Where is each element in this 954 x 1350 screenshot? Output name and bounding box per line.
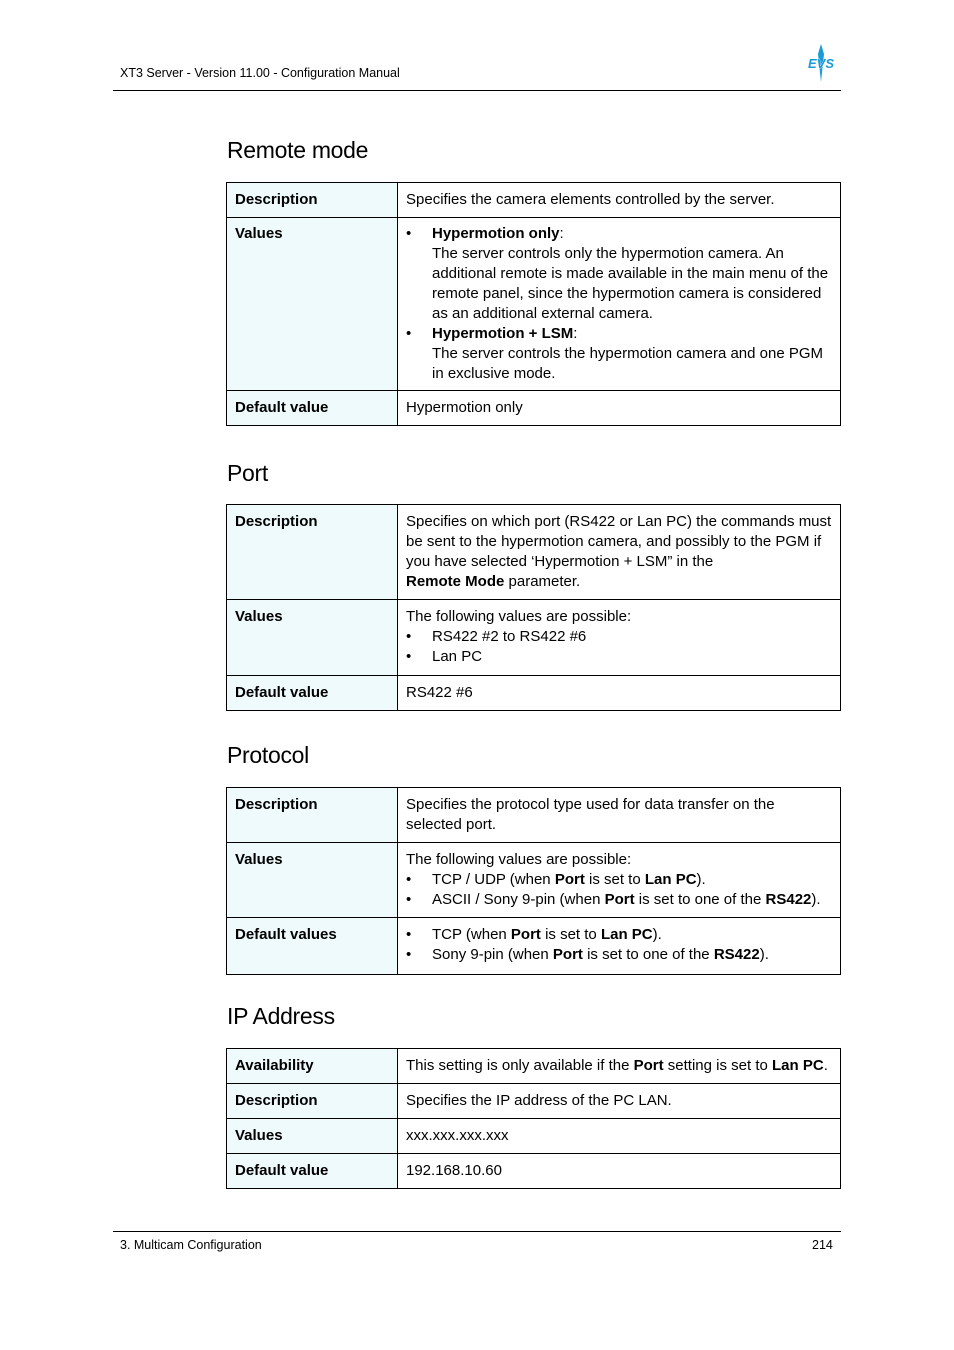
row-value: The following values are possible: • TCP / UDP (when Port is set to Lan PC). • ASCII / Sony 9-pin (when Port is set to one of the RS422). [398,843,841,918]
table-row [227,183,841,218]
table-row [227,1119,841,1154]
table-row [227,1049,841,1084]
list-item: • Hypermotion only: The server controls only the hypermotion camera. An additional remote is made available in the main menu of the remote panel, since the hypermotion camera is considered as an additional external camera. [406,224,832,324]
table-row [227,600,841,676]
header-divider [113,90,841,91]
table-row [227,218,841,391]
list-item: • Lan PC [406,647,832,667]
table-row [227,918,841,975]
row-value: Specifies the protocol type used for data transfer on the selected port. [398,788,841,843]
table-row [227,391,841,426]
list-item: • TCP (when Port is set to Lan PC). [406,925,832,945]
list-item: • TCP / UDP (when Port is set to Lan PC). [406,870,832,890]
values-list [406,627,832,667]
row-value [398,218,841,391]
section-title-protocol: Protocol [227,742,309,768]
row-label: Availability [227,1049,398,1084]
section-title-remote-mode: Remote mode [227,137,369,163]
table-row [227,1084,841,1119]
row-value: This setting is only available if the Port setting is set to Lan PC. [398,1049,841,1084]
section-title-ip-address: IP Address [227,1003,335,1029]
row-label: Default value [227,1154,398,1189]
table-row [227,843,841,918]
row-value: xxx.xxx.xxx.xxx [398,1119,841,1154]
section-title-port: Port [227,460,268,486]
evs-logo [805,44,837,82]
ip-address-table [226,1048,841,1189]
row-label: Values [227,218,398,391]
row-label: Default values [227,918,398,975]
row-value: Hypermotion only [398,391,841,426]
table-row [227,788,841,843]
row-value: 192.168.10.60 [398,1154,841,1189]
row-value [398,918,841,975]
row-label: Default value [227,676,398,711]
list-item: • ASCII / Sony 9-pin (when Port is set to one of the RS422). [406,890,832,910]
row-value: The following values are possible: • RS422 #2 to RS422 #6 • Lan PC [398,600,841,676]
header-title: XT3 Server - Version 11.00 - Configuration Manual [120,66,400,80]
row-label: Values [227,1119,398,1154]
logo-text: EVS [807,56,835,71]
values-list [406,224,832,384]
list-item: • RS422 #2 to RS422 #6 [406,627,832,647]
row-value: Specifies the IP address of the PC LAN. [398,1084,841,1119]
row-value: Specifies the camera elements controlled by the server. [398,183,841,218]
row-label: Description [227,1084,398,1119]
protocol-table [226,787,841,975]
list-item: • Sony 9-pin (when Port is set to one of the RS422). [406,945,832,965]
page-number: 214 [812,1238,833,1252]
default-list [406,925,832,965]
footer-chapter: 3. Multicam Configuration [120,1238,262,1252]
remote-mode-table [226,182,841,426]
row-label: Description [227,505,398,600]
row-value: Specifies on which port (RS422 or Lan PC) the commands must be sent to the hypermotion camera, and possibly to the PGM if you have selected ‘Hypermotion + LSM” in the Remote Mode parameter. [398,505,841,600]
row-label: Description [227,788,398,843]
table-row [227,1154,841,1189]
table-row [227,505,841,600]
row-label: Default value [227,391,398,426]
port-table [226,504,841,711]
table-row [227,676,841,711]
row-label: Values [227,843,398,918]
list-item: • Hypermotion + LSM: The server controls the hypermotion camera and one PGM in exclusive mode. [406,324,832,384]
footer-divider [113,1231,841,1232]
row-label: Values [227,600,398,676]
row-label: Description [227,183,398,218]
row-value: RS422 #6 [398,676,841,711]
values-list [406,870,832,910]
